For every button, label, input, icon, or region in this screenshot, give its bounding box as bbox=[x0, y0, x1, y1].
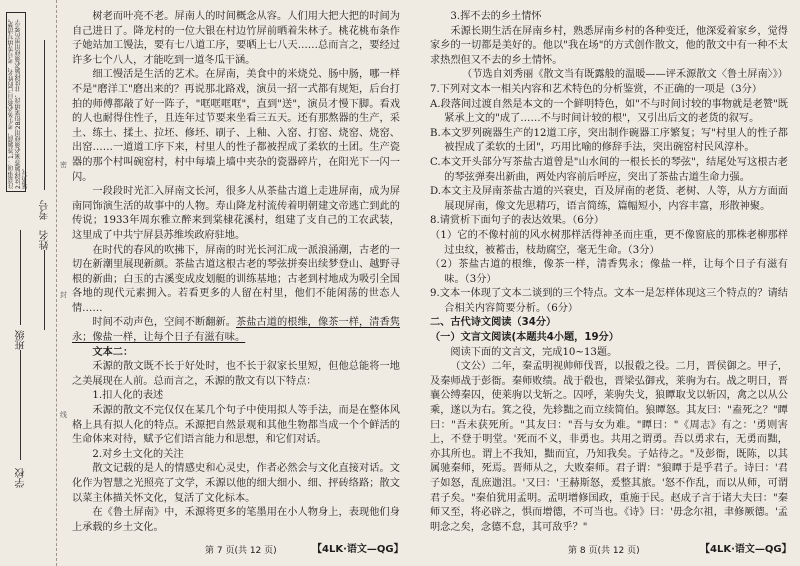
text2-paragraph: 散文记载的是人的情感史和心灵史，作者必然会与文化直接对话。文化作为智慧之光照亮了文学，禾源以他的细大细小、细、抨砖络路；散文以菜主体描关怀文化，复活了文化标本。 bbox=[72, 463, 400, 504]
number-line bbox=[44, 40, 45, 190]
q7-option-d: D.本文主及屏南茶盐古道的兴衰史，百及屏南的老货、老树、人等，从方方面面展现屏南，像文先思精巧，语言简练，篇幅短小，内容丰富，形散神聚。 bbox=[430, 186, 788, 212]
q7-option-b: B.本文罗列碗器生产的12道工序，突出制作碗器工序繁复；写"村里人的性子都被捏成了柔软的土团"，巧用比喻的修辞手法，突出碗窑村民风淳朴。 bbox=[430, 127, 788, 154]
source-citation: （节选自刘秀丽《散文当有既露般的温暖——评禾源散文〈鲁土屏南〉》） bbox=[462, 69, 788, 81]
question-8: 8.请赏析下面句子的表达效果。（6分） bbox=[430, 215, 605, 227]
cut-mark-envelope: 封 bbox=[60, 291, 67, 299]
school-line bbox=[20, 350, 21, 460]
label-number: 考号 bbox=[40, 200, 51, 220]
label-class: 班级 bbox=[16, 330, 27, 350]
text2-paragraph: 禾源的散文不完仅仅在某几个句子中使用拟人等手法，而是在整体风格上具有拟人化的特点。禾源把自然景观和其他生物都当成一个个鲜活的生命体来对待，赋予它们语言能力和思想，和它们对话。 bbox=[72, 405, 400, 446]
cut-mark-seal: 密 bbox=[60, 161, 67, 169]
left-paragraph: 时间不动声色，空间不断翻新。茶盐古道的根维，像茶一样，清香隽永；像盐一样，让每个日子有滋有味。 bbox=[72, 317, 401, 344]
text2-heading: 1.扣人化的表述 bbox=[92, 390, 164, 402]
q7-option-c: C.本文开头部分写茶盐古道曾是"山水间的一根长长的琴弦"，结尾处写这根古老的琴弦弹奏出新曲，两处内容前后呼应，突出了茶盐古道生命力强。 bbox=[430, 156, 788, 183]
class-line bbox=[20, 230, 21, 325]
left-paragraph: 一段段时光汇入屏南文长河，很多人从茶盐古道上走进屏南，成为屏南同饰演生活的故事中的人物。寿山降龙村流传着明朝建文帝逃亡到此的传说；1933年周东雅立醉来到棠棣花溪村，组建了支自己的工农武装，这里成了中共宁屏县苏维埃政府驻地。 bbox=[72, 186, 400, 241]
exam-code-left: 【4LK·语文—QG】 bbox=[312, 544, 404, 555]
text2-heading: 2.对乡土文化的关注 bbox=[92, 448, 184, 460]
exam-code-right: 【4LK·语文—QG】 bbox=[700, 544, 792, 555]
section-2-subtitle: （一）文言文阅读(本题共4小题，19分） bbox=[430, 332, 619, 344]
q8-item-1: （1）它的不像村前的风水树那样活得神圣而庄重，更不像窗底的那株老柳那样过虫纹，被蓄击，枝劫腐空，毫无生命。（3分） bbox=[430, 229, 788, 256]
question-9: 9.文本一体现了文本二谈到的三个特点。文本一是怎样体现这三个特点的？请结合相关内容简要分析。（6分） bbox=[430, 288, 788, 314]
section-2-instruction: 阅读下面的文言文，完成10~13题。 bbox=[450, 346, 618, 358]
right-column bbox=[430, 10, 788, 533]
name-line bbox=[44, 250, 45, 330]
text2-paragraph: 在《鲁土屏南》中，禾源将更多的笔墨用在小人物身上，表现他们身上承载的乡土文化。 bbox=[72, 507, 400, 533]
section-2-title: 二、古代诗文阅读（34分） bbox=[430, 317, 557, 329]
left-paragraph: 细工慢活是生活的艺术。在屏南，美食中的米烧兑、肠中肠，哪一样不是"磨洋工"磨出来的？再说那北路戏，演员一招一式都有规矩，后台打拍的师傅都敲了好一阵子，"哐哐哐哐"，直到"送"，演员才慢下脚。看戏的人也耐得住性子，且连年过节要来坐看三五天。还有那熬器的生产，采土、练土、揉土、拉坯、修坯、刷子、上釉、入窑、打窑、烧窑、烧窑、出窑……一道道工序下来，村里人的性子都被捏成了柔软的土团。生产瓷器的那个村叫碗窑村，村中每墙上墙中夹杂的瓷器碎片，在阳光下一闪一闪。 bbox=[72, 69, 400, 183]
right-paragraph: 禾源长期生活在屏南乡村，熟悉屏南乡村的各种变迁，他深爱着家乡，觉得家乡的一切都是美好的。他以"我在场"的方式创作散文，他的散文中有一种不太求热烈但又不去的乡土情怀。 bbox=[430, 25, 788, 66]
cut-mark-line: 线 bbox=[60, 411, 67, 419]
right-heading: 3.挥不去的乡土情怀 bbox=[450, 11, 542, 22]
underlined-sentence: 茶盐古道的根维，像茶一样，清香隽永；像盐一样，让每个日子有滋有味。 bbox=[72, 317, 401, 344]
left-paragraph: 在时代的春风的吹拂下，屏南的时光长河汇成一派浪涌潮，古老的一切在新潮里展现新颜。茶盐古道这根古老的琴弦拼奏出续梦登山、越野寻根的新曲；白玉的古溪变成皮划艇的训练基地；古老到村地成为吸引全国各地的现代元素拥入。若看更多的人留在村里，他们不能闲荡的世态人情…… bbox=[72, 244, 400, 314]
text2-title: 文本二： bbox=[92, 346, 134, 358]
q7-option-a: A.段落间过渡自然是本文的一个鲜明特色，如"不与时间讨较的事物就是老赞"既紧承上文的"成了……不与时间计较的根"，又引出后文的老货的叙写。 bbox=[430, 98, 788, 125]
page-number-left: 第 7 页(共 12 页) bbox=[205, 546, 277, 556]
binding-margin bbox=[0, 0, 57, 566]
notice-box: 注意事项：1.答题前，考生务必将自己的姓名、考号等填写清楚。2.选择题答案必须使用2B铅笔填涂，非选择题必须使用黑色签字笔书写。 bbox=[6, 12, 26, 192]
label-name: 姓名 bbox=[40, 230, 51, 250]
question-7: 7.下列对文本一相关内容和艺术特色的分析鉴赏，不正确的一项是（3分） bbox=[430, 83, 763, 95]
page-number-right: 第 8 页(共 12 页) bbox=[568, 546, 640, 556]
left-column bbox=[72, 10, 400, 535]
text2-paragraph: 禾源的散文既不长于好处时，也不长于叙家长里短，但他总能将一地之美展现在人前。总而言之，禾源的散文有以下特点： bbox=[72, 361, 400, 387]
q8-item-2: （2）茶盐古道的根维，像茶一样，清香隽永；像盐一样，让每个日子有滋有味。（3分） bbox=[430, 259, 788, 285]
left-paragraph: 树老而叶亮不老。屏南人的时间概念从容。人们用大把大把的时间为自己进日了。降龙村的一位大银在村边竹屏前晒着朱林子。桃花桃布条作子她站加工馒法，要有七八道工序，要晒上七八天……总而言之，要经过许多七个八人，才能吃到一道冬瓜干涵。 bbox=[72, 11, 400, 66]
classical-passage: （文公）二年，秦孟明视帅师伐晋，以报殽之役。二月，晋侯御之。甲子，及秦师战于彭衙。秦师败绩。战于殽也，晋梁弘御戎，莱驹为右。战之明日，晋襄公缚秦囚，使莱驹以戈斩之。囚呼，莱驹失戈，狼瞫取戈以斩囚，禽之以从公乘，遂以为右。箕之役，先轸黜之而立续简伯。狼瞫怒。其友曰："盍死之？"瞫曰："吾未获死所。"其友曰："吾与女为难。"瞫曰："《周志》有之：'勇则害上，不登于明堂。'死而不义，非勇也。共用之谓勇。吾以勇求右，无勇而黜，亦其所也。谓上不我知，黜而宜，乃知我矣。子姑待之。"及彭衙，既陈，以其属驰秦师，死焉。晋师从之，大败秦师。君子谓："狼瞫于是乎君子。诗曰：'君子如怒，乱庶遄沮。'又曰：'王赫斯怒，爰整其旅。'怒不作乱，而以从师，可谓君子矣。"秦伯犹用孟明。孟明增修国政，重施于民。赵成子言于诸大夫曰："秦师又至，将必辟之，惧而增德，不可当也。《诗》曰：'毋念尔祖，聿修厥德。'孟明念之矣，念德不怠，其可敌乎？" bbox=[430, 361, 788, 533]
label-school: 学校 bbox=[16, 468, 27, 488]
